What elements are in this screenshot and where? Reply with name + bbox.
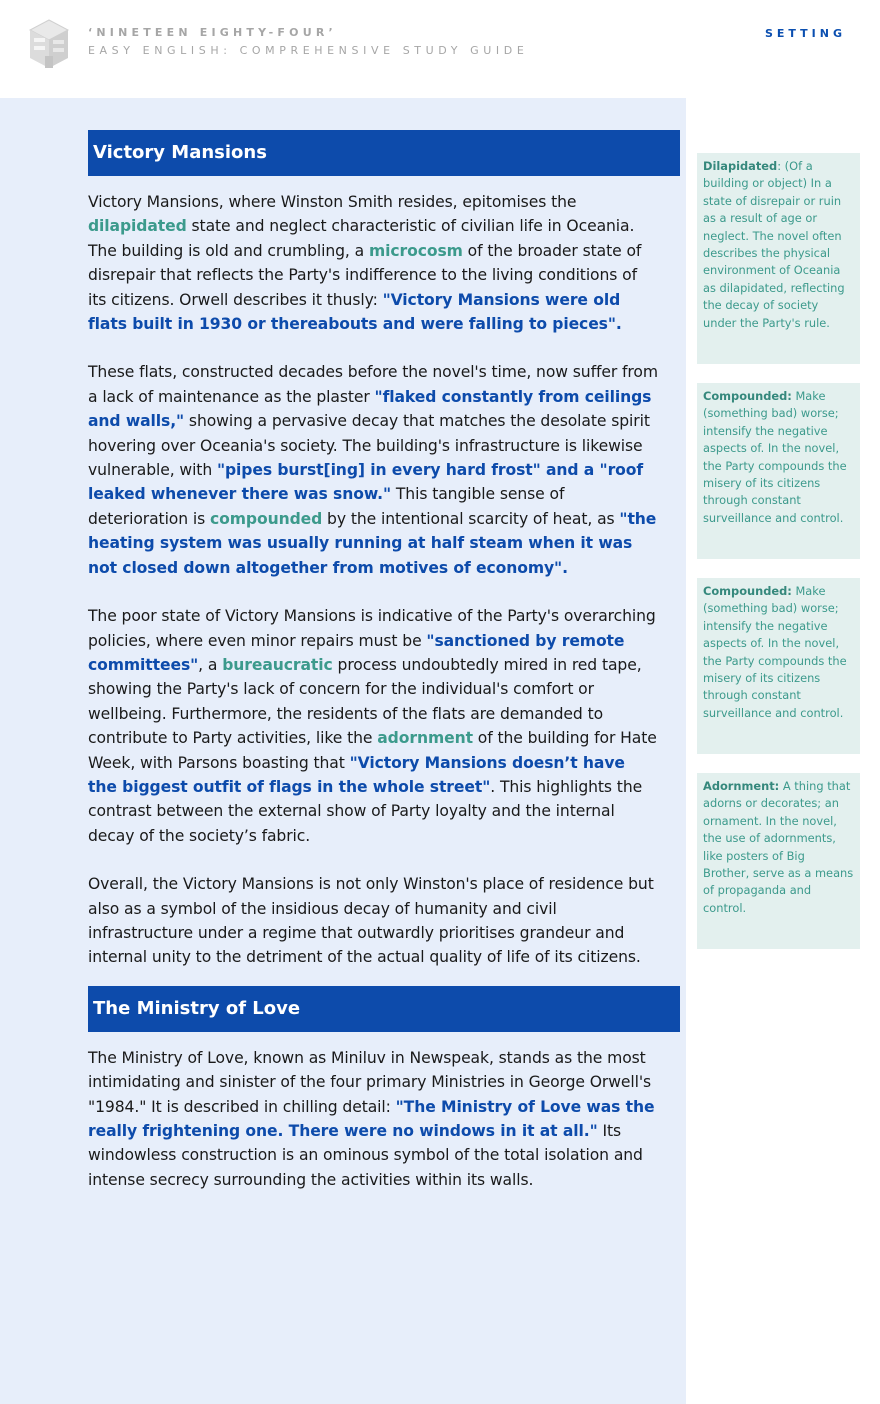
paragraph [88, 872, 658, 970]
body-text: Overall, the Victory Mansions is not only Winston's place of residence but also as a symbol of the insidious decay of humanity and civil infrastructure under a regime that outwardly prioritises grandeur and internal unity to the detriment of the actual quality of life of its citizens. [88, 875, 654, 967]
body-text: The Ministry of Love, known as Miniluv in Newspeak, stands as the most intimidating and sinister of the four primary Ministries in George Orwell's "1984." It is described in chilling detail: [88, 1048, 652, 1116]
glossary-note: Dilapidated: (Of a building or object) In a state of disrepair or ruin as a result of age or neglect. The novel often describes the physical environment of Oceania as dilapidated, reflecting the decay of society under the Party's rule. [697, 153, 860, 364]
body-text: These flats, constructed decades before the novel's time, now suffer from a lack of maintenance as the plaster [88, 363, 658, 406]
body-text: This tangible sense of deterioration is [88, 485, 565, 528]
paragraph [88, 604, 658, 848]
book-title: ‘NINETEEN EIGHTY-FOUR’ [88, 26, 337, 39]
glossary-term: Compounded: [703, 389, 792, 403]
glossary-term: Compounded: [703, 584, 792, 598]
glossary-note [697, 578, 860, 754]
section-tag: SETTING [764, 27, 846, 40]
quotation: "Victory Mansions doesn’t have the biggest outfit of flags in the whole street" [88, 753, 625, 796]
body-text: of the building for Hate Week, with Parsons boasting that [88, 729, 657, 772]
body-text: process undoubtedly mired in red tape, showing the Party's lack of concern for the individual's comfort or wellbeing. Furthermore, the residents of the flats are demanded to contribute to Party activities, like the [88, 655, 642, 748]
glossary-term: Adornment: [703, 779, 780, 793]
body-text: . This highlights the contrast between the external show of Party loyalty and the internal decay of the society’s fabric. [88, 777, 643, 845]
glossary-definition: Make (something bad) worse; intensify the negative aspects of. In the novel, the Party compounds the misery of its citizens through constant surveillance and control. [703, 584, 847, 720]
body-text: The poor state of Victory Mansions is indicative of the Party's overarching policies, where even minor repairs must be [88, 607, 656, 650]
paragraph [88, 190, 658, 336]
quotation: "the heating system was usually running at half steam when it was not closed down altogether from motives of economy". [88, 509, 657, 577]
body-text: Its windowless construction is an ominous symbol of the total isolation and intense secrecy surrounding the activities within its walls. [88, 1122, 643, 1189]
body-text: state and neglect characteristic of civilian life in Oceania. The building is old and crumbling, a [88, 217, 635, 260]
page-header [0, 0, 880, 98]
key-term: dilapidated [88, 217, 187, 236]
section-heading-ministry-of-love: The Ministry of Love [88, 986, 680, 1032]
paragraph [88, 360, 658, 580]
key-term: microcosm [368, 241, 463, 260]
body-text: , a [198, 655, 223, 674]
quotation: "flaked constantly from ceilings and walls," [88, 387, 652, 431]
glossary-definition: Make (something bad) worse; intensify the negative aspects of. In the novel, the Party compounds the misery of its citizens through constant surveillance and control. [703, 389, 847, 525]
glossary-term: Dilapidated [703, 159, 778, 173]
body-text: by the intentional scarcity of heat, as [322, 509, 620, 528]
body-text: Victory Mansions, where Winston Smith resides, epitomises the [88, 193, 577, 211]
quotation: "sanctioned by remote committees" [88, 631, 625, 674]
body-text: showing a pervasive decay that matches the desolate spirit hovering over Oceania's society. The building's infrastructure is likewise vulnerable, with [88, 412, 650, 480]
quotation: "Victory Mansions were old flats built in 1930 or thereabouts and were falling to pieces". [88, 290, 622, 334]
glossary-definition: (Of a building or object) In a state of disrepair or ruin as a result of age or neglect. The novel often describes the physical environment of Oceania as dilapidated, reflecting the decay of society under the Party's rule. [703, 159, 845, 330]
glossary-note [697, 383, 860, 559]
quotation: "The Ministry of Love was the really frightening one. There were no windows in it at all." [88, 1097, 655, 1140]
body-text: of the broader state of disrepair that reflects the Party's indifference to the living conditions of its citizens. Orwell describes it thusly: [88, 241, 642, 309]
guide-subtitle: EASY ENGLISH: COMPREHENSIVE STUDY GUIDE [88, 44, 529, 57]
book-stack-icon [28, 18, 70, 70]
paragraph [88, 1046, 658, 1192]
glossary-note [697, 773, 860, 949]
main-content [88, 130, 658, 1192]
section-heading-victory-mansions: Victory Mansions [88, 130, 680, 176]
key-term: adornment [377, 729, 473, 748]
glossary-definition: A thing that adorns or decorates; an ornament. In the novel, the use of adornments, like posters of Big Brother, serve as a means of propaganda and control. [703, 779, 854, 915]
key-term: compounded [210, 509, 323, 528]
quotation: "pipes burst[ing] in every hard frost" and a "roof leaked whenever there was snow." [88, 461, 644, 504]
key-term: bureaucratic [222, 655, 333, 674]
